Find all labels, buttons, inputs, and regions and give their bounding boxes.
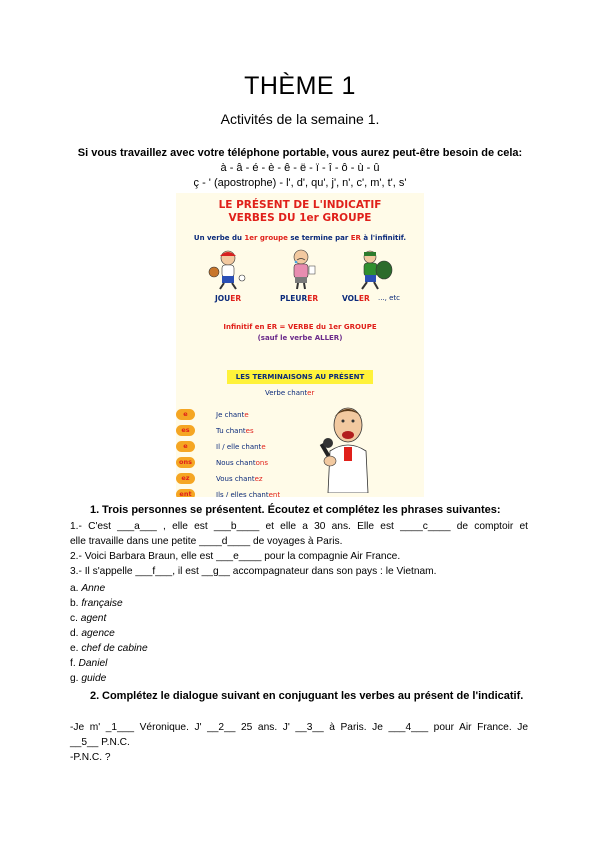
exercise-2-heading-text: Complétez le dialogue suivant en conjuguant les verbes au présent de l'indicatif. (102, 690, 524, 702)
conj-ending: ent (268, 491, 281, 497)
verb-stem: PLEUR (280, 294, 308, 303)
ending-badge: ent (176, 489, 195, 497)
ending-badge: e (176, 441, 195, 452)
option-d (70, 626, 115, 641)
verb-chanter-label (265, 389, 314, 397)
accents-line-2: ç - ' (apostrophe) - l', d', qu', j', n', c', m', t', s' (193, 177, 407, 189)
endings-title: LES TERMINAISONS AU PRÉSENT (227, 370, 373, 384)
option-letter: a. (70, 583, 79, 594)
rule-part: ER (350, 234, 361, 242)
page-title: THÈME 1 (244, 72, 356, 100)
rule-part: à l'infinitif. (360, 234, 407, 242)
aller-exception: (sauf le verbe ALLER) (257, 334, 343, 342)
verbs-etc: ..., etc (378, 294, 401, 302)
option-b (70, 596, 123, 611)
singer-figure-icon (316, 403, 376, 493)
ending-badge: ez (176, 473, 195, 484)
rule-part: se termine par (287, 234, 351, 242)
conj-stem: Tu chant (216, 427, 246, 435)
exercise-1-line-1a: 1.- C'est ___a___ , elle est ___b____ et elle a 30 ans. Elle est ____c____ de comptoir et (70, 521, 528, 532)
accents-intro: Si vous travaillez avec votre téléphone portable, vous aurez peut-être besoin de cela: (77, 147, 523, 159)
exercise-2-line-2: __5__ P.N.C. (70, 737, 130, 748)
option-letter: e. (70, 643, 79, 654)
conj-ending: e (261, 443, 266, 451)
conj-stem: Je chant (216, 411, 245, 419)
grammar-title-line-1: LE PRÉSENT DE L'INDICATIF (218, 199, 382, 211)
verb-jouer (215, 294, 241, 303)
option-f (70, 656, 107, 671)
thief-figure-icon (348, 248, 398, 290)
verb-label-stem: Verbe chant (265, 389, 308, 397)
option-word: Daniel (78, 658, 108, 669)
grammar-title (176, 199, 424, 225)
verb-voler (342, 294, 370, 303)
conjugation-je (216, 411, 249, 419)
exercise-1-heading (90, 504, 501, 516)
option-g (70, 671, 106, 686)
conjugation-tu (216, 427, 254, 435)
rule-part: Un verbe du (193, 234, 245, 242)
verb-ending: ER (358, 294, 370, 303)
conj-stem: Vous chant (216, 475, 255, 483)
exercise-1-line-1b: elle travaille dans une petite ____d____ de voyages à Paris. (70, 536, 343, 547)
conjugation-il (216, 443, 266, 451)
ending-badge: ons (176, 457, 195, 468)
exercise-2-number: 2. (90, 690, 100, 702)
player-figure-icon (202, 248, 252, 290)
ending-badge: es (176, 425, 195, 436)
option-word: française (81, 598, 123, 609)
verb-label-ending: er (307, 389, 315, 397)
exercise-1-number: 1. (90, 504, 100, 516)
exercise-1-line-2: 2.- Voici Barbara Braun, elle est ___e____ pour la compagnie Air France. (70, 551, 401, 562)
conj-ending: ons (255, 459, 268, 467)
rule-part: 1er groupe (244, 234, 288, 242)
grammar-illustration (176, 193, 424, 497)
grammar-rule (176, 234, 424, 242)
option-letter: d. (70, 628, 79, 639)
conjugation-ils (216, 491, 280, 497)
grammar-title-line-2: VERBES DU 1er GROUPE (228, 212, 372, 224)
option-letter: f. (70, 658, 76, 669)
option-word: agent (80, 613, 107, 624)
option-c (70, 611, 106, 626)
accents-line-1: à - â - é - è - ê - ë - ï - î - ô - ù - û (220, 162, 380, 174)
conj-ending: es (245, 427, 254, 435)
option-e (70, 641, 148, 656)
conj-stem: Nous chant (216, 459, 256, 467)
verb-stem: JOU (215, 294, 231, 303)
verb-stem: VOL (342, 294, 359, 303)
option-a (70, 581, 105, 596)
option-word: Anne (81, 583, 106, 594)
conj-ending: e (244, 411, 249, 419)
ending-badge: e (176, 409, 195, 420)
conj-ending: ez (254, 475, 263, 483)
verb-ending: ER (230, 294, 242, 303)
exercise-2-line-3: -P.N.C. ? (70, 752, 111, 763)
crying-figure-icon (276, 248, 326, 290)
verb-ending: ER (307, 294, 319, 303)
exercise-2-heading (90, 689, 528, 704)
conj-stem: Il / elle chant (216, 443, 262, 451)
option-letter: c. (70, 613, 78, 624)
option-word: guide (81, 673, 107, 684)
infinitive-rule: Infinitif en ER = VERBE du 1er GROUPE (223, 323, 377, 331)
option-word: agence (81, 628, 115, 639)
exercise-1-heading-text: Trois personnes se présentent. Écoutez et complétez les phrases suivantes: (102, 504, 501, 516)
option-letter: b. (70, 598, 79, 609)
conj-stem: Ils / elles chant (216, 491, 269, 497)
option-word: chef de cabine (81, 643, 148, 654)
verb-pleurer (280, 294, 318, 303)
exercise-2-line-1: -Je m' _1___ Véronique. J' __2__ 25 ans. J' __3__ à Paris. Je ___4___ pour Air France. Je (70, 722, 528, 733)
conjugation-vous (216, 475, 263, 483)
option-letter: g. (70, 673, 79, 684)
conjugation-nous (216, 459, 268, 467)
exercise-1-line-3: 3.- Il s'appelle ___f___, il est __g__ accompagnateur dans son pays : le Vietnam. (70, 566, 437, 577)
page-subtitle: Activités de la semaine 1. (220, 111, 380, 127)
